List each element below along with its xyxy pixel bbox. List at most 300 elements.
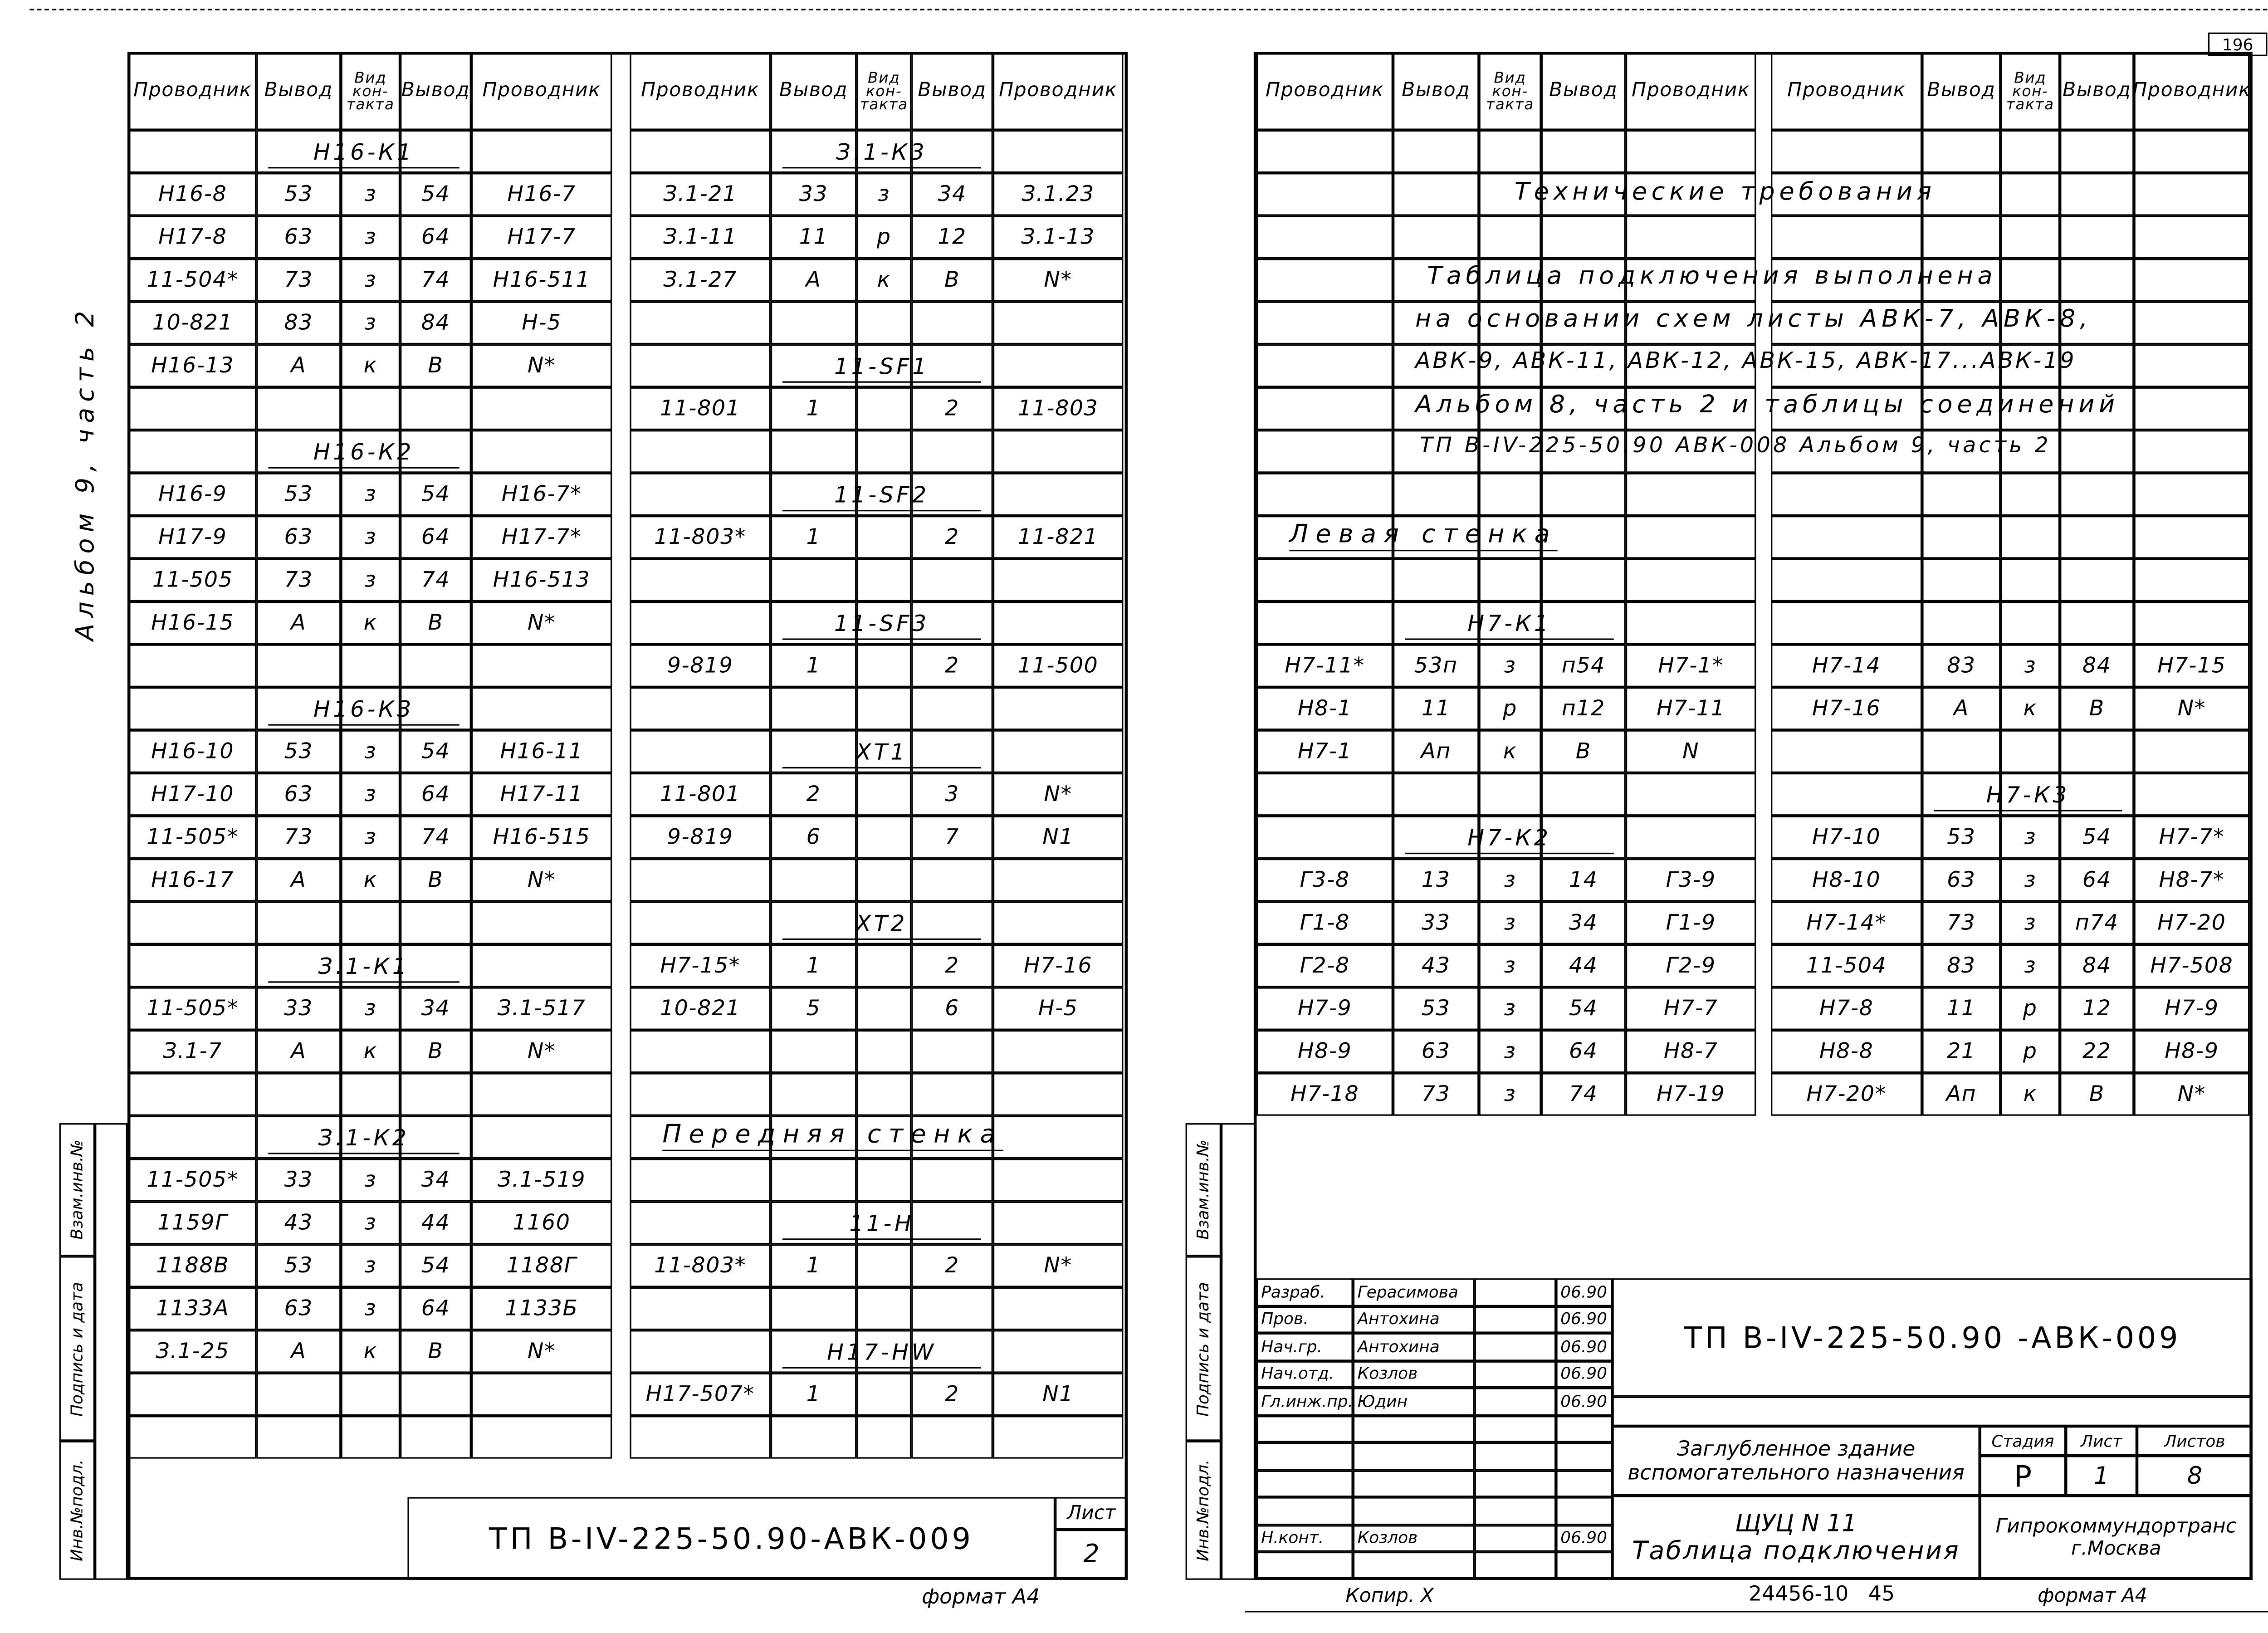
empty-cell bbox=[911, 1030, 993, 1073]
empty-cell bbox=[2134, 216, 2249, 259]
empty-cell bbox=[1922, 473, 2000, 516]
empty-cell bbox=[1256, 601, 1393, 644]
empty-cell bbox=[2060, 344, 2134, 387]
empty-cell bbox=[1393, 387, 1479, 430]
signer-name: Антохина bbox=[1353, 1333, 1475, 1360]
empty-cell bbox=[911, 559, 993, 601]
left-stamp-sheet: 2 bbox=[1055, 1530, 1128, 1580]
signer-date: 06.90 bbox=[1556, 1525, 1612, 1552]
margin-label-signature bbox=[59, 1256, 95, 1441]
table-cell bbox=[856, 516, 911, 558]
column-header: Вид кон-такта bbox=[2000, 53, 2060, 130]
table-cell: Н7-18 bbox=[1256, 1073, 1393, 1115]
column-header: Вывод bbox=[1922, 53, 2000, 130]
table-cell: А bbox=[256, 1330, 341, 1373]
empty-cell bbox=[1626, 173, 1756, 215]
table-cell: В bbox=[400, 344, 471, 387]
table-cell: 53 bbox=[256, 473, 341, 516]
empty-cell bbox=[129, 1416, 256, 1458]
empty-cell bbox=[1256, 302, 1393, 344]
empty-cell bbox=[1922, 302, 2000, 344]
signer-role: Разраб. bbox=[1256, 1278, 1353, 1305]
empty-cell bbox=[1256, 473, 1393, 516]
signer-date bbox=[1556, 1497, 1612, 1524]
empty-cell bbox=[1393, 302, 1479, 344]
empty-cell bbox=[471, 687, 612, 730]
empty-cell bbox=[856, 430, 911, 473]
empty-cell bbox=[2060, 516, 2134, 558]
table-cell: 34 bbox=[400, 987, 471, 1030]
table-cell: Н16-7 bbox=[471, 173, 612, 215]
empty-cell bbox=[2000, 173, 2060, 215]
signer-name bbox=[1353, 1442, 1475, 1470]
empty-cell bbox=[771, 559, 856, 601]
empty-cell bbox=[400, 644, 471, 687]
empty-cell bbox=[1626, 344, 1756, 387]
table-cell: А bbox=[256, 344, 341, 387]
column-header: Вывод bbox=[256, 53, 341, 130]
empty-cell bbox=[1256, 216, 1393, 259]
table-cell: 84 bbox=[400, 302, 471, 344]
empty-cell bbox=[471, 1116, 612, 1159]
table-cell: з bbox=[341, 302, 400, 344]
empty-cell bbox=[630, 130, 770, 173]
empty-cell bbox=[1479, 216, 1541, 259]
table-cell: 6 bbox=[911, 987, 993, 1030]
table-cell: 73 bbox=[1922, 901, 2000, 944]
table-cell: Н17-7* bbox=[471, 516, 612, 558]
empty-cell bbox=[856, 1073, 911, 1115]
empty-cell bbox=[1922, 559, 2000, 601]
table-cell: з bbox=[856, 173, 911, 215]
table-cell: р bbox=[2000, 987, 2060, 1030]
table-cell: В bbox=[1541, 730, 1626, 772]
table-cell: 2 bbox=[911, 644, 993, 687]
column-header: Проводник bbox=[2134, 53, 2249, 130]
table-cell: к bbox=[1479, 730, 1541, 772]
empty-cell bbox=[256, 387, 341, 430]
table-cell: 11-500 bbox=[993, 644, 1123, 687]
table-cell: 84 bbox=[2060, 644, 2134, 687]
table-cell: Н8-9 bbox=[1256, 1030, 1393, 1073]
empty-cell bbox=[1541, 473, 1626, 516]
signer-signature bbox=[1475, 1305, 1556, 1333]
margin-strip bbox=[95, 1123, 127, 1580]
empty-cell bbox=[630, 901, 770, 944]
title-block-building: Заглубленное здание вспомогательного назначения bbox=[1612, 1426, 1980, 1496]
signer-signature bbox=[1475, 1415, 1556, 1442]
table-cell: з bbox=[1479, 859, 1541, 901]
empty-cell bbox=[993, 1416, 1123, 1458]
table-cell bbox=[856, 387, 911, 430]
table-cell: Н16-8 bbox=[129, 173, 256, 215]
table-cell: 2 bbox=[911, 944, 993, 987]
table-cell: N* bbox=[471, 859, 612, 901]
empty-cell bbox=[1393, 773, 1479, 816]
signer-signature bbox=[1475, 1525, 1556, 1552]
table-cell: В bbox=[400, 859, 471, 901]
empty-cell bbox=[1771, 302, 1922, 344]
empty-cell bbox=[1626, 302, 1756, 344]
empty-cell bbox=[911, 1073, 993, 1115]
table-cell: Н16-11 bbox=[471, 730, 612, 772]
table-cell: 83 bbox=[1922, 944, 2000, 987]
empty-cell bbox=[2134, 173, 2249, 215]
table-cell: 11-803* bbox=[630, 1244, 770, 1287]
table-cell: з bbox=[341, 216, 400, 259]
empty-cell bbox=[1479, 302, 1541, 344]
table-cell: Н7-10 bbox=[1771, 816, 1922, 858]
table-cell: п74 bbox=[2060, 901, 2134, 944]
empty-cell bbox=[1626, 816, 1756, 858]
signer-role: Н.конт. bbox=[1256, 1525, 1353, 1552]
table-cell: к bbox=[2000, 687, 2060, 730]
table-cell: 1133А bbox=[129, 1287, 256, 1330]
table-cell: Н7-9 bbox=[1256, 987, 1393, 1030]
empty-cell bbox=[1541, 344, 1626, 387]
table-cell: 2 bbox=[911, 1244, 993, 1287]
empty-cell bbox=[1393, 473, 1479, 516]
table-cell: 11-801 bbox=[630, 773, 770, 816]
table-cell: 11 bbox=[1393, 687, 1479, 730]
table-cell: З.1-11 bbox=[630, 216, 770, 259]
table-cell: 11-821 bbox=[993, 516, 1123, 558]
empty-cell bbox=[2134, 559, 2249, 601]
table-cell: з bbox=[341, 1287, 400, 1330]
empty-cell bbox=[2060, 473, 2134, 516]
table-cell: Н7-7 bbox=[1626, 987, 1756, 1030]
table-cell bbox=[856, 987, 911, 1030]
empty-cell bbox=[630, 1159, 770, 1201]
empty-cell bbox=[2134, 387, 2249, 430]
table-cell: 10-821 bbox=[630, 987, 770, 1030]
empty-cell bbox=[2060, 559, 2134, 601]
table-cell: р bbox=[2000, 1030, 2060, 1073]
table-cell: 11-505 bbox=[129, 559, 256, 601]
requirements-line: АВК-9, АВК-11, АВК-12, АВК-15, АВК-17...АВК-19 bbox=[1415, 347, 2077, 374]
scan-edge bbox=[29, 9, 2268, 10]
empty-cell bbox=[1922, 516, 2000, 558]
table-cell: 11 bbox=[771, 216, 856, 259]
empty-cell bbox=[1771, 259, 1922, 301]
empty-cell bbox=[129, 901, 256, 944]
empty-cell bbox=[1393, 430, 1479, 473]
table-cell: N* bbox=[993, 773, 1123, 816]
signer-signature bbox=[1475, 1442, 1556, 1470]
requirements-title: Технические требования bbox=[1514, 177, 1936, 205]
table-cell: 64 bbox=[1541, 1030, 1626, 1073]
signer-signature bbox=[1475, 1470, 1556, 1497]
table-cell: Ап bbox=[1393, 730, 1479, 772]
empty-cell bbox=[471, 644, 612, 687]
empty-cell bbox=[2000, 473, 2060, 516]
table-cell: з bbox=[1479, 1030, 1541, 1073]
empty-cell bbox=[129, 130, 256, 173]
signer-name bbox=[1353, 1415, 1475, 1442]
empty-cell bbox=[1922, 173, 2000, 215]
empty-cell bbox=[1479, 130, 1541, 173]
section-title: З.1-К3 bbox=[782, 137, 981, 168]
table-cell: 54 bbox=[2060, 816, 2134, 858]
table-cell: 63 bbox=[256, 1287, 341, 1330]
section-title: Н16-К1 bbox=[268, 137, 459, 168]
table-cell: 63 bbox=[256, 773, 341, 816]
table-cell: Г2-8 bbox=[1256, 944, 1393, 987]
table-cell: з bbox=[1479, 944, 1541, 987]
table-cell: А bbox=[1922, 687, 2000, 730]
table-cell: з bbox=[341, 987, 400, 1030]
empty-cell bbox=[1922, 387, 2000, 430]
empty-cell bbox=[993, 1116, 1123, 1159]
table-cell: 54 bbox=[400, 1244, 471, 1287]
empty-cell bbox=[630, 1030, 770, 1073]
empty-cell bbox=[471, 1416, 612, 1458]
empty-cell bbox=[630, 559, 770, 601]
table-cell: 84 bbox=[2060, 944, 2134, 987]
empty-cell bbox=[400, 1073, 471, 1115]
empty-cell bbox=[2000, 302, 2060, 344]
empty-cell bbox=[129, 1073, 256, 1115]
empty-cell bbox=[1626, 130, 1756, 173]
empty-cell bbox=[1479, 173, 1541, 215]
table-cell: к bbox=[341, 859, 400, 901]
empty-cell bbox=[1393, 344, 1479, 387]
table-cell: з bbox=[341, 773, 400, 816]
empty-cell bbox=[1626, 559, 1756, 601]
empty-cell bbox=[993, 430, 1123, 473]
empty-cell bbox=[1541, 559, 1626, 601]
table-cell: 53 bbox=[1922, 816, 2000, 858]
empty-cell bbox=[1771, 730, 1922, 772]
table-cell: 43 bbox=[256, 1202, 341, 1244]
table-cell: В bbox=[2060, 1073, 2134, 1115]
empty-cell bbox=[341, 1373, 400, 1416]
table-cell: 1133Б bbox=[471, 1287, 612, 1330]
page-number-tag: 196 bbox=[2208, 33, 2268, 56]
table-cell: 21 bbox=[1922, 1030, 2000, 1073]
empty-cell bbox=[911, 687, 993, 730]
table-cell bbox=[856, 816, 911, 858]
sheets-value: 8 bbox=[2137, 1456, 2253, 1496]
table-cell: N1 bbox=[993, 1373, 1123, 1416]
table-cell: Н17-8 bbox=[129, 216, 256, 259]
column-header: Вывод bbox=[911, 53, 993, 130]
table-cell: 11-504 bbox=[1771, 944, 1922, 987]
empty-cell bbox=[256, 644, 341, 687]
empty-cell bbox=[1256, 773, 1393, 816]
empty-cell bbox=[2060, 430, 2134, 473]
empty-cell bbox=[1479, 773, 1541, 816]
table-cell: Н17-507* bbox=[630, 1373, 770, 1416]
empty-cell bbox=[1256, 130, 1393, 173]
empty-cell bbox=[630, 344, 770, 387]
empty-cell bbox=[630, 1287, 770, 1330]
empty-cell bbox=[341, 901, 400, 944]
table-cell: 1188Г bbox=[471, 1244, 612, 1287]
empty-cell bbox=[856, 1030, 911, 1073]
section-title: 11-SF2 bbox=[782, 480, 981, 511]
table-cell: 64 bbox=[2060, 859, 2134, 901]
table-cell: з bbox=[341, 1202, 400, 1244]
empty-cell bbox=[630, 859, 770, 901]
sheet-label: Лист bbox=[2066, 1426, 2137, 1456]
org-city: г.Москва bbox=[2071, 1538, 2161, 1561]
empty-cell bbox=[1771, 773, 1922, 816]
table-cell: 14 bbox=[1541, 859, 1626, 901]
signer-date: 06.90 bbox=[1556, 1305, 1612, 1333]
table-cell: 33 bbox=[1393, 901, 1479, 944]
left-stamp-code: ТП В-IV-225-50.90-АВК-009 bbox=[407, 1497, 1055, 1579]
table-cell: Н16-17 bbox=[129, 859, 256, 901]
empty-cell bbox=[1922, 730, 2000, 772]
table-cell: Н7-11* bbox=[1256, 644, 1393, 687]
section-title: Н16-К3 bbox=[268, 694, 459, 725]
table-cell: 44 bbox=[1541, 944, 1626, 987]
section-title: 11-SF3 bbox=[782, 609, 981, 640]
table-cell: з bbox=[341, 1244, 400, 1287]
margin-label-text: Взам.инв.№ bbox=[67, 1139, 87, 1240]
empty-cell bbox=[993, 130, 1123, 173]
table-cell: 54 bbox=[400, 730, 471, 772]
table-cell: Ап bbox=[1922, 1073, 2000, 1115]
empty-cell bbox=[256, 901, 341, 944]
table-cell: 3 bbox=[911, 773, 993, 816]
table-cell: А bbox=[256, 859, 341, 901]
column-header: Проводник bbox=[993, 53, 1123, 130]
empty-cell bbox=[1393, 130, 1479, 173]
empty-cell bbox=[1771, 344, 1922, 387]
empty-cell bbox=[400, 901, 471, 944]
table-cell: 1188В bbox=[129, 1244, 256, 1287]
sheets-label: Листов bbox=[2137, 1426, 2253, 1456]
empty-cell bbox=[2134, 773, 2249, 816]
empty-cell bbox=[2134, 430, 2249, 473]
signer-role bbox=[1256, 1415, 1353, 1442]
table-cell: р bbox=[856, 216, 911, 259]
empty-cell bbox=[400, 387, 471, 430]
empty-cell bbox=[911, 1416, 993, 1458]
margin-strip bbox=[1221, 1123, 1256, 1580]
signer-date: 06.90 bbox=[1556, 1388, 1612, 1415]
table-cell: з bbox=[1479, 901, 1541, 944]
empty-cell bbox=[993, 302, 1123, 344]
empty-cell bbox=[771, 1159, 856, 1201]
table-cell: 64 bbox=[400, 216, 471, 259]
table-cell: Н17-7 bbox=[471, 216, 612, 259]
table-cell: Н8-1 bbox=[1256, 687, 1393, 730]
empty-cell bbox=[2060, 387, 2134, 430]
table-cell: В bbox=[911, 259, 993, 301]
column-header: Вывод bbox=[2060, 53, 2134, 130]
empty-cell bbox=[1256, 559, 1393, 601]
table-cell: з bbox=[341, 559, 400, 601]
table-cell: N* bbox=[471, 1030, 612, 1073]
empty-cell bbox=[129, 944, 256, 987]
table-cell: Н7-15* bbox=[630, 944, 770, 987]
signer-date bbox=[1556, 1415, 1612, 1442]
empty-cell bbox=[471, 1373, 612, 1416]
empty-cell bbox=[129, 1373, 256, 1416]
table-cell: 6 bbox=[771, 816, 856, 858]
signer-role: Пров. bbox=[1256, 1305, 1353, 1333]
table-cell: N* bbox=[2134, 687, 2249, 730]
column-header: Вывод bbox=[1393, 53, 1479, 130]
table-cell: р bbox=[1479, 687, 1541, 730]
empty-cell bbox=[1393, 559, 1479, 601]
empty-cell bbox=[471, 387, 612, 430]
table-cell: 74 bbox=[400, 559, 471, 601]
empty-cell bbox=[1541, 387, 1626, 430]
table-cell: 9-819 bbox=[630, 816, 770, 858]
empty-cell bbox=[630, 302, 770, 344]
signer-name: Герасимова bbox=[1353, 1278, 1475, 1305]
table-cell: N bbox=[1626, 730, 1756, 772]
table-cell: з bbox=[341, 516, 400, 558]
empty-cell bbox=[1626, 473, 1756, 516]
empty-cell bbox=[1541, 130, 1626, 173]
table-cell: 64 bbox=[400, 1287, 471, 1330]
empty-cell bbox=[1626, 259, 1756, 301]
table-cell: N1 bbox=[993, 816, 1123, 858]
table-cell: Н8-8 bbox=[1771, 1030, 1922, 1073]
empty-cell bbox=[2060, 259, 2134, 301]
table-cell: 63 bbox=[256, 216, 341, 259]
table-cell: N* bbox=[471, 601, 612, 644]
empty-cell bbox=[856, 859, 911, 901]
table-cell: 53 bbox=[1393, 987, 1479, 1030]
table-cell: з bbox=[341, 259, 400, 301]
column-header: Проводник bbox=[129, 53, 256, 130]
archive-number: 24456-10 45 bbox=[1749, 1583, 1895, 1607]
empty-cell bbox=[993, 1030, 1123, 1073]
signer-name bbox=[1353, 1470, 1475, 1497]
margin-label-text: Подпись и дата bbox=[67, 1281, 87, 1416]
signer-signature bbox=[1475, 1388, 1556, 1415]
table-cell bbox=[856, 1373, 911, 1416]
margin-label-signature bbox=[1186, 1256, 1221, 1441]
signer-date: 06.90 bbox=[1556, 1333, 1612, 1360]
requirements-line: ТП В-IV-225-50.90 АВК-008 Альбом 9, часть 2 bbox=[1419, 434, 2052, 458]
table-cell: Н17-10 bbox=[129, 773, 256, 816]
signer-role bbox=[1256, 1470, 1353, 1497]
empty-cell bbox=[1771, 601, 1922, 644]
table-cell: 34 bbox=[1541, 901, 1626, 944]
empty-cell bbox=[1479, 387, 1541, 430]
table-cell: 22 bbox=[2060, 1030, 2134, 1073]
table-cell: Н16-13 bbox=[129, 344, 256, 387]
section-title: XT2 bbox=[782, 909, 981, 940]
empty-cell bbox=[911, 1287, 993, 1330]
empty-cell bbox=[400, 1373, 471, 1416]
empty-cell bbox=[1771, 559, 1922, 601]
table-cell: З.1-27 bbox=[630, 259, 770, 301]
signer-date bbox=[1556, 1470, 1612, 1497]
doc-title-line-1: ЩУЦ N 11 bbox=[1735, 1509, 1857, 1537]
empty-cell bbox=[2060, 302, 2134, 344]
table-cell: з bbox=[341, 816, 400, 858]
table-cell: Н7-1 bbox=[1256, 730, 1393, 772]
signer-signature bbox=[1475, 1360, 1556, 1388]
signer-name: Козлов bbox=[1353, 1525, 1475, 1552]
column-header: Вывод bbox=[400, 53, 471, 130]
empty-cell bbox=[1479, 473, 1541, 516]
empty-cell bbox=[2000, 387, 2060, 430]
table-cell: Н7-7* bbox=[2134, 816, 2249, 858]
empty-cell bbox=[129, 430, 256, 473]
section-title: З.1-К1 bbox=[268, 952, 459, 983]
empty-cell bbox=[1626, 516, 1756, 558]
margin-label-replace bbox=[1186, 1123, 1221, 1256]
